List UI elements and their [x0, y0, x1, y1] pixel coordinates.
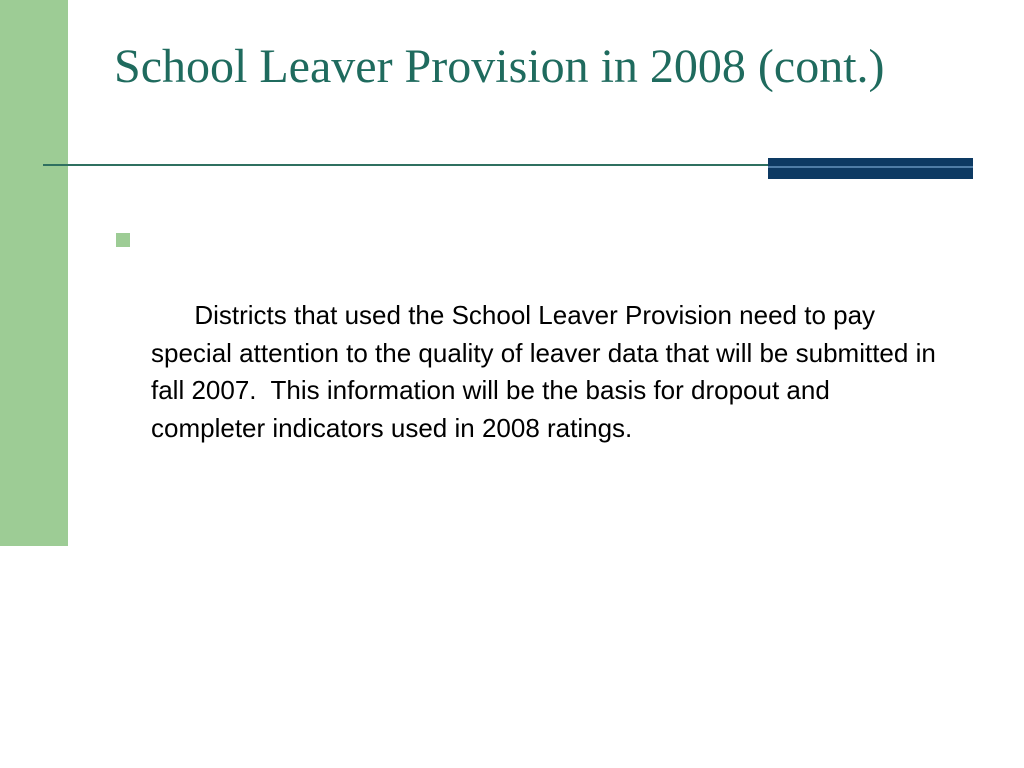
square-bullet-icon	[116, 233, 130, 247]
bullet-text: Districts that used the School Leaver Provision need to pay special attention to the quality of leaver data that will be submitted in fall 2007. This information will be the basis for dropout and completer indicators used in 2008 ratings.	[151, 300, 944, 443]
title-divider-accent-block	[768, 158, 973, 179]
bullet-item	[114, 222, 944, 485]
left-accent-bar	[0, 0, 68, 546]
bullet-list	[114, 222, 944, 485]
title-divider-line	[43, 164, 768, 166]
slide-title: School Leaver Provision in 2008 (cont.)	[114, 40, 885, 93]
